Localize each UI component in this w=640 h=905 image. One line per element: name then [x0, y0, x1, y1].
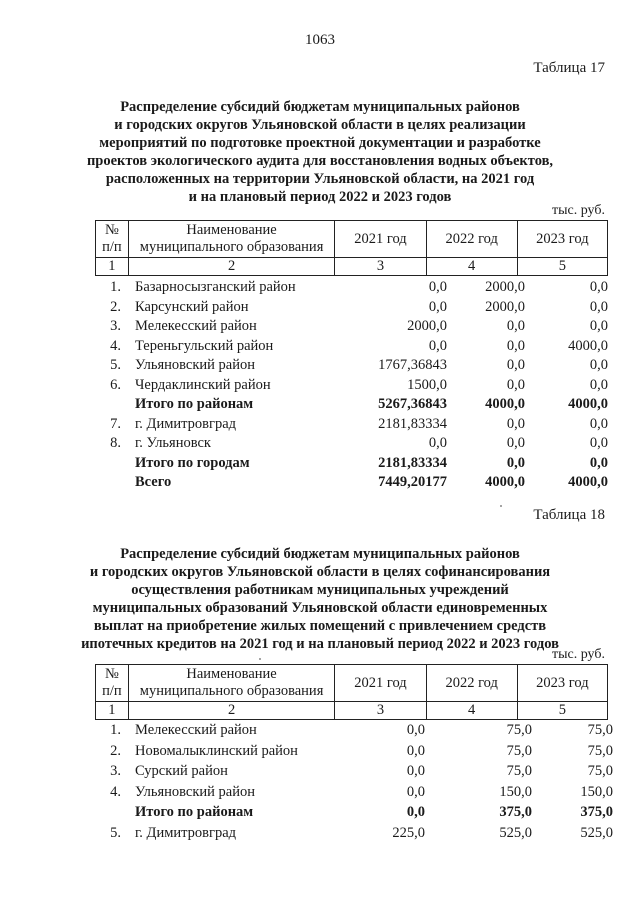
header-name-cell: [128, 221, 335, 258]
table-17-body: [85, 278, 615, 493]
row-value-2021: 1500,0: [407, 376, 447, 393]
row-value-2023: 0,0: [589, 415, 608, 432]
row-name: Мелекесский район: [135, 722, 257, 738]
row-name: Мелекесский район: [135, 318, 257, 334]
col-number-3: 3: [335, 702, 426, 720]
row-value-2023: 0,0: [589, 435, 608, 451]
table-row: [85, 395, 615, 414]
header-2023: 2023 год: [517, 221, 607, 258]
table-18-unit: тыс. руб.: [552, 647, 605, 662]
title-line: и городских округов Ульяновской области в целях реализации: [114, 117, 526, 133]
row-name: Итого по районам: [135, 396, 254, 412]
table-17-label: Таблица 17: [533, 60, 605, 76]
row-value-2023: 525,0: [580, 824, 613, 841]
title-line: мероприятий по подготовке проектной документации и разработке: [99, 135, 541, 151]
title-line: Распределение субсидий бюджетам муниципальных районов: [120, 99, 520, 115]
table-row: [85, 337, 615, 356]
table-row: [85, 742, 615, 761]
header-num-line1: №: [104, 666, 119, 682]
title-line: осуществления работникам муниципальных учреждений: [131, 582, 509, 598]
col-number-3: 3: [335, 258, 426, 276]
table-18-body: [85, 721, 615, 846]
row-value-2022: 2000,0: [485, 279, 525, 295]
row-name: Чердаклинский район: [135, 376, 271, 393]
table-row: [85, 762, 615, 781]
row-value-2021: 225,0: [392, 824, 425, 841]
table-row: [85, 721, 615, 740]
table-row: [85, 298, 615, 317]
table-row: [85, 803, 615, 822]
row-value-2021: 0,0: [406, 722, 425, 738]
row-value-2023: 150,0: [580, 783, 613, 800]
row-value-2023: 4000,0: [568, 396, 608, 412]
row-value-2021: 0,0: [406, 742, 425, 759]
row-value-2022: 0,0: [506, 376, 525, 393]
col-number-4: 4: [426, 702, 517, 720]
row-value-2021: 2000,0: [407, 318, 447, 334]
row-value-2023: 75,0: [587, 722, 613, 738]
header-name-cell: [128, 665, 335, 702]
row-value-2023: 4000,0: [568, 474, 608, 490]
row-number: 1.: [110, 279, 121, 295]
row-number: 1.: [110, 722, 121, 738]
row-value-2021: 0,0: [428, 279, 447, 295]
row-name: Базарносызганский район: [135, 279, 296, 295]
row-name: Итого по районам: [135, 804, 254, 820]
row-name: Сурский район: [135, 763, 228, 779]
row-value-2022: 150,0: [499, 783, 532, 800]
table-row: [85, 317, 615, 336]
table-row: [85, 356, 615, 375]
row-value-2022: 0,0: [506, 435, 525, 451]
row-value-2021: 5267,36843: [378, 396, 447, 412]
row-value-2022: 375,0: [499, 804, 532, 820]
row-value-2021: 0,0: [428, 435, 447, 451]
header-num-line2: п/п: [102, 683, 122, 699]
col-number-4: 4: [426, 258, 517, 276]
row-value-2022: 75,0: [506, 742, 532, 759]
row-value-2021: 1767,36843: [378, 357, 447, 373]
row-value-2022: 0,0: [506, 454, 525, 471]
title-line: и на плановый период 2022 и 2023 годов: [188, 189, 452, 205]
row-name: г. Димитровград: [135, 824, 237, 841]
table-row: [85, 824, 615, 843]
row-value-2022: 0,0: [506, 415, 525, 432]
header-name-line1: Наименование: [186, 222, 277, 238]
table-row: [85, 434, 615, 453]
row-value-2022: 75,0: [506, 722, 532, 738]
header-2022: 2022 год: [426, 221, 517, 258]
row-value-2021: 0,0: [406, 804, 425, 820]
row-number: 5.: [110, 357, 121, 373]
table-row: [85, 376, 615, 395]
table-row: [85, 473, 615, 492]
title-line: расположенных на территории Ульяновской области, на 2021 год: [105, 171, 535, 187]
row-name: Карсунский район: [135, 298, 249, 315]
row-value-2023: 0,0: [589, 357, 608, 373]
row-value-2022: 0,0: [506, 337, 525, 354]
row-value-2022: 4000,0: [485, 474, 525, 490]
title-line: ипотечных кредитов на 2021 год и на плановый период 2022 и 2023 годов: [81, 636, 559, 652]
header-name-line2: муниципального образования: [139, 683, 324, 699]
row-name: Новомалыклинский район: [135, 742, 298, 759]
row-value-2023: 0,0: [589, 279, 608, 295]
col-number-1: 1: [96, 702, 129, 720]
header-2023: 2023 год: [517, 665, 607, 702]
col-number-2: 2: [128, 258, 335, 276]
table-18-title: [40, 545, 600, 653]
table-row: [85, 783, 615, 802]
row-name: г. Ульяновск: [135, 435, 211, 451]
row-value-2023: 375,0: [580, 804, 613, 820]
row-value-2022: 75,0: [506, 763, 532, 779]
row-number: 7.: [110, 415, 121, 432]
header-2021: 2021 год: [335, 221, 426, 258]
page-number: 1063: [305, 32, 335, 48]
header-name-line2: муниципального образования: [139, 239, 324, 255]
row-number: 3.: [110, 763, 121, 779]
col-number-2: 2: [128, 702, 335, 720]
row-value-2023: 0,0: [589, 454, 608, 471]
table-17-unit: тыс. руб.: [552, 203, 605, 218]
title-line: Распределение субсидий бюджетам муниципальных районов: [120, 546, 520, 562]
row-value-2021: 0,0: [406, 783, 425, 800]
row-value-2023: 75,0: [587, 763, 613, 779]
row-number: 8.: [110, 435, 121, 451]
row-number: 5.: [110, 824, 121, 841]
row-number: 3.: [110, 318, 121, 334]
row-value-2023: 0,0: [589, 318, 608, 334]
header-2022: 2022 год: [426, 665, 517, 702]
row-name: Ульяновский район: [135, 783, 256, 800]
row-value-2022: 0,0: [506, 318, 525, 334]
row-value-2023: 75,0: [587, 742, 613, 759]
scan-speck: [259, 658, 261, 660]
row-number: 2.: [110, 742, 121, 759]
row-value-2021: 2181,83334: [378, 415, 447, 432]
row-name: Тереньгульский район: [135, 337, 274, 354]
row-value-2021: 2181,83334: [378, 454, 447, 471]
row-name: г. Димитровград: [135, 415, 237, 432]
title-line: и городских округов Ульяновской области в целях софинансирования: [89, 564, 551, 580]
table-row: [85, 415, 615, 434]
row-value-2021: 0,0: [428, 337, 447, 354]
row-number: 4.: [110, 783, 121, 800]
col-number-5: 5: [517, 702, 607, 720]
row-value-2023: 0,0: [589, 376, 608, 393]
title-line: выплат на приобретение жилых помещений с привлечением средств: [93, 618, 547, 634]
row-value-2022: 0,0: [506, 357, 525, 373]
row-value-2021: 0,0: [428, 298, 447, 315]
row-value-2022: 2000,0: [485, 298, 525, 315]
title-line: муниципальных образований Ульяновской области единовременных: [92, 600, 548, 616]
header-num-cell: [96, 665, 129, 702]
row-name: Всего: [135, 474, 172, 490]
row-value-2022: 525,0: [499, 824, 532, 841]
row-name: Итого по городам: [135, 454, 250, 471]
header-num-line1: №: [104, 222, 119, 238]
row-value-2021: 7449,20177: [378, 474, 447, 490]
row-number: 6.: [110, 376, 121, 393]
header-num-cell: [96, 221, 129, 258]
row-value-2022: 4000,0: [485, 396, 525, 412]
row-name: Ульяновский район: [135, 357, 256, 373]
title-line: проектов экологического аудита для восстановления водных объектов,: [86, 153, 554, 169]
table-18-header: [95, 664, 608, 720]
row-value-2021: 0,0: [406, 763, 425, 779]
row-number: 2.: [110, 298, 121, 315]
header-name-line1: Наименование: [186, 666, 277, 682]
table-row: [85, 278, 615, 297]
header-2021: 2021 год: [335, 665, 426, 702]
col-number-1: 1: [96, 258, 129, 276]
header-num-line2: п/п: [102, 239, 122, 255]
col-number-5: 5: [517, 258, 607, 276]
scan-speck: [500, 505, 502, 507]
table-17-title: [60, 98, 580, 206]
row-value-2023: 0,0: [589, 298, 608, 315]
table-row: [85, 454, 615, 473]
table-17-header: [95, 220, 608, 276]
table-18-label: Таблица 18: [533, 507, 605, 523]
row-number: 4.: [110, 337, 121, 354]
row-value-2023: 4000,0: [568, 337, 608, 354]
